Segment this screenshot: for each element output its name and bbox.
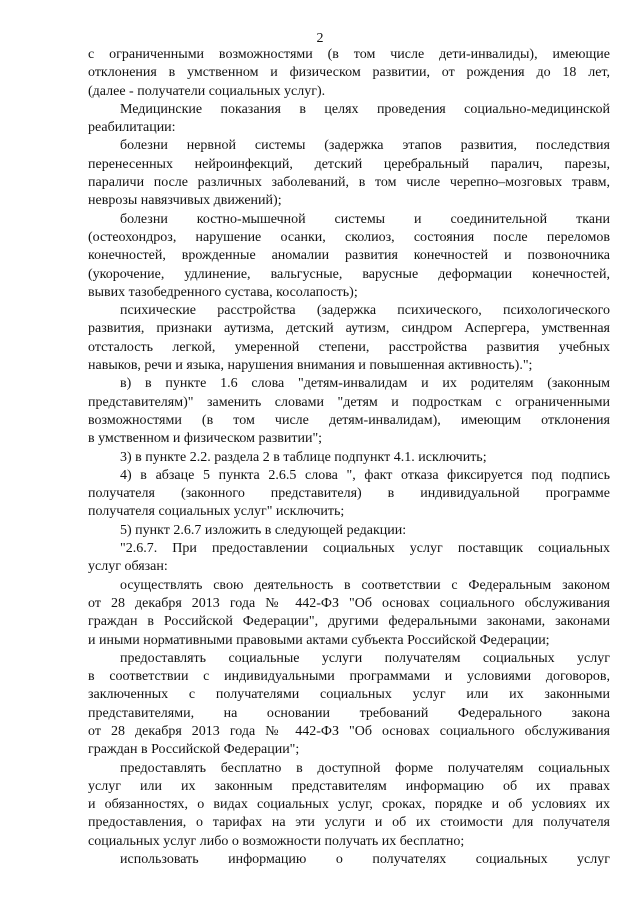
text-line: представителям)" заменить словами "детям и подросткам с ограниченными — [88, 394, 610, 410]
text-line: от 28 декабря 2013 года № 442-ФЗ "Об основах социального обслуживания — [88, 723, 610, 739]
text-line: предоставлять бесплатно в доступной форме получателям социальных — [120, 760, 610, 776]
paragraph — [88, 851, 610, 869]
paragraph — [88, 101, 610, 138]
text-line: в умственном и физическом развитии"; — [88, 431, 323, 447]
document-body — [88, 46, 610, 869]
paragraph — [88, 467, 610, 522]
paragraph — [88, 577, 610, 650]
text-line: развития, признаки аутизма, детский аутизм, синдром Аспергера, умственная — [88, 321, 610, 337]
text-line: вывих тазобедренного сустава, косолапость); — [88, 284, 358, 300]
text-line: предоставлять социальные услуги получателям социальных услуг — [120, 650, 610, 666]
paragraph — [88, 302, 610, 375]
paragraph — [88, 46, 610, 101]
page-number: 2 — [316, 31, 324, 46]
text-line: и иными нормативными правовыми актами субъекта Российской Федерации; — [88, 632, 550, 648]
text-line: (укорочение, удлинение, вальгусные, варусные деформации конечностей, — [88, 266, 610, 282]
text-line: болезни костно-мышечной системы и соединительной ткани — [120, 211, 610, 227]
text-line: (далее - получатели социальных услуг). — [88, 83, 326, 99]
text-line: отклонения в умственном и физическом развитии, от рождения до 18 лет, — [88, 65, 610, 81]
paragraph — [88, 522, 610, 540]
text-line: возможностями (в том числе детям-инвалидам), имеющим отклонения — [88, 412, 610, 428]
paragraph — [88, 449, 610, 467]
text-line: от 28 декабря 2013 года № 442-ФЗ "Об основах социального обслуживания — [88, 595, 610, 611]
text-line: 3) в пункте 2.2. раздела 2 в таблице подпункт 4.1. исключить; — [120, 449, 487, 465]
text-line: болезни нервной системы (задержка этапов развития, последствия — [120, 138, 610, 154]
text-line: навыков, речи и языка, нарушения внимания и повышенная активность)."; — [88, 358, 533, 374]
text-line: представителями, на основании требований Федерального закона — [88, 705, 610, 721]
text-line: получателя социальных услуг" исключить; — [88, 504, 345, 520]
text-line: реабилитации: — [88, 120, 176, 136]
text-line: отсталость легкой, умеренной степени, расстройства развития учебных — [88, 339, 610, 355]
text-line: граждан в Российской Федерации", другими федеральными законами, законами — [88, 614, 610, 630]
text-line: Медицинские показания в целях проведения социально-медицинской — [120, 101, 610, 117]
text-line: осуществлять свою деятельность в соответствии с Федеральным законом — [120, 577, 610, 593]
text-line: психические расстройства (задержка психического, психологического — [120, 303, 610, 319]
text-line: перенесенных нейроинфекций, детский церебральный паралич, парезы, — [88, 156, 610, 172]
text-line: граждан в Российской Федерации"; — [88, 742, 300, 758]
text-line: заключенных с получателями социальных услуг или их законными — [88, 687, 610, 703]
text-line: (остеохондроз, нарушение осанки, сколиоз, состояния после переломов — [88, 229, 610, 245]
paragraph — [88, 760, 610, 851]
text-line: предоставления, о тарифах на эти услуги и об их стоимости для получателя — [88, 815, 610, 831]
text-line: 4) в абзаце 5 пункта 2.6.5 слова ", факт отказа фиксируется под подпись — [120, 467, 610, 483]
text-line: в) в пункте 1.6 слова "детям-инвалидам и их родителям (законным — [120, 376, 610, 392]
text-line: использовать информацию о получателях социальных услуг — [120, 852, 610, 868]
text-line: в соответствии с индивидуальными программами и условиями договоров, — [88, 669, 610, 685]
paragraph — [88, 650, 610, 760]
text-line: получателя (законного представителя) в индивидуальной программе — [88, 486, 610, 502]
paragraph — [88, 211, 610, 302]
text-line: неврозы навязчивых движений); — [88, 193, 282, 209]
paragraph — [88, 375, 610, 448]
text-line: услуг или их законным представителям информацию об их правах — [88, 778, 610, 794]
paragraph — [88, 540, 610, 577]
paragraph — [88, 137, 610, 210]
text-line: с ограниченными возможностями (в том числе дети-инвалиды), имеющие — [88, 47, 610, 62]
text-line: 5) пункт 2.6.7 изложить в следующей редакции: — [120, 522, 407, 538]
text-line: услуг обязан: — [88, 559, 168, 575]
text-line: и обязанностях, о видах социальных услуг, сроках, порядке и об условиях их — [88, 797, 610, 813]
text-line: "2.6.7. При предоставлении социальных услуг поставщик социальных — [120, 541, 610, 557]
text-line: конечностей, врожденные аномалии развития конечностей и позвоночника — [88, 248, 610, 264]
text-line: параличи после различных заболеваний, в том числе черепно–мозговых травм, — [88, 175, 610, 191]
text-line: социальных услуг либо о возможности получать их бесплатно; — [88, 833, 465, 849]
